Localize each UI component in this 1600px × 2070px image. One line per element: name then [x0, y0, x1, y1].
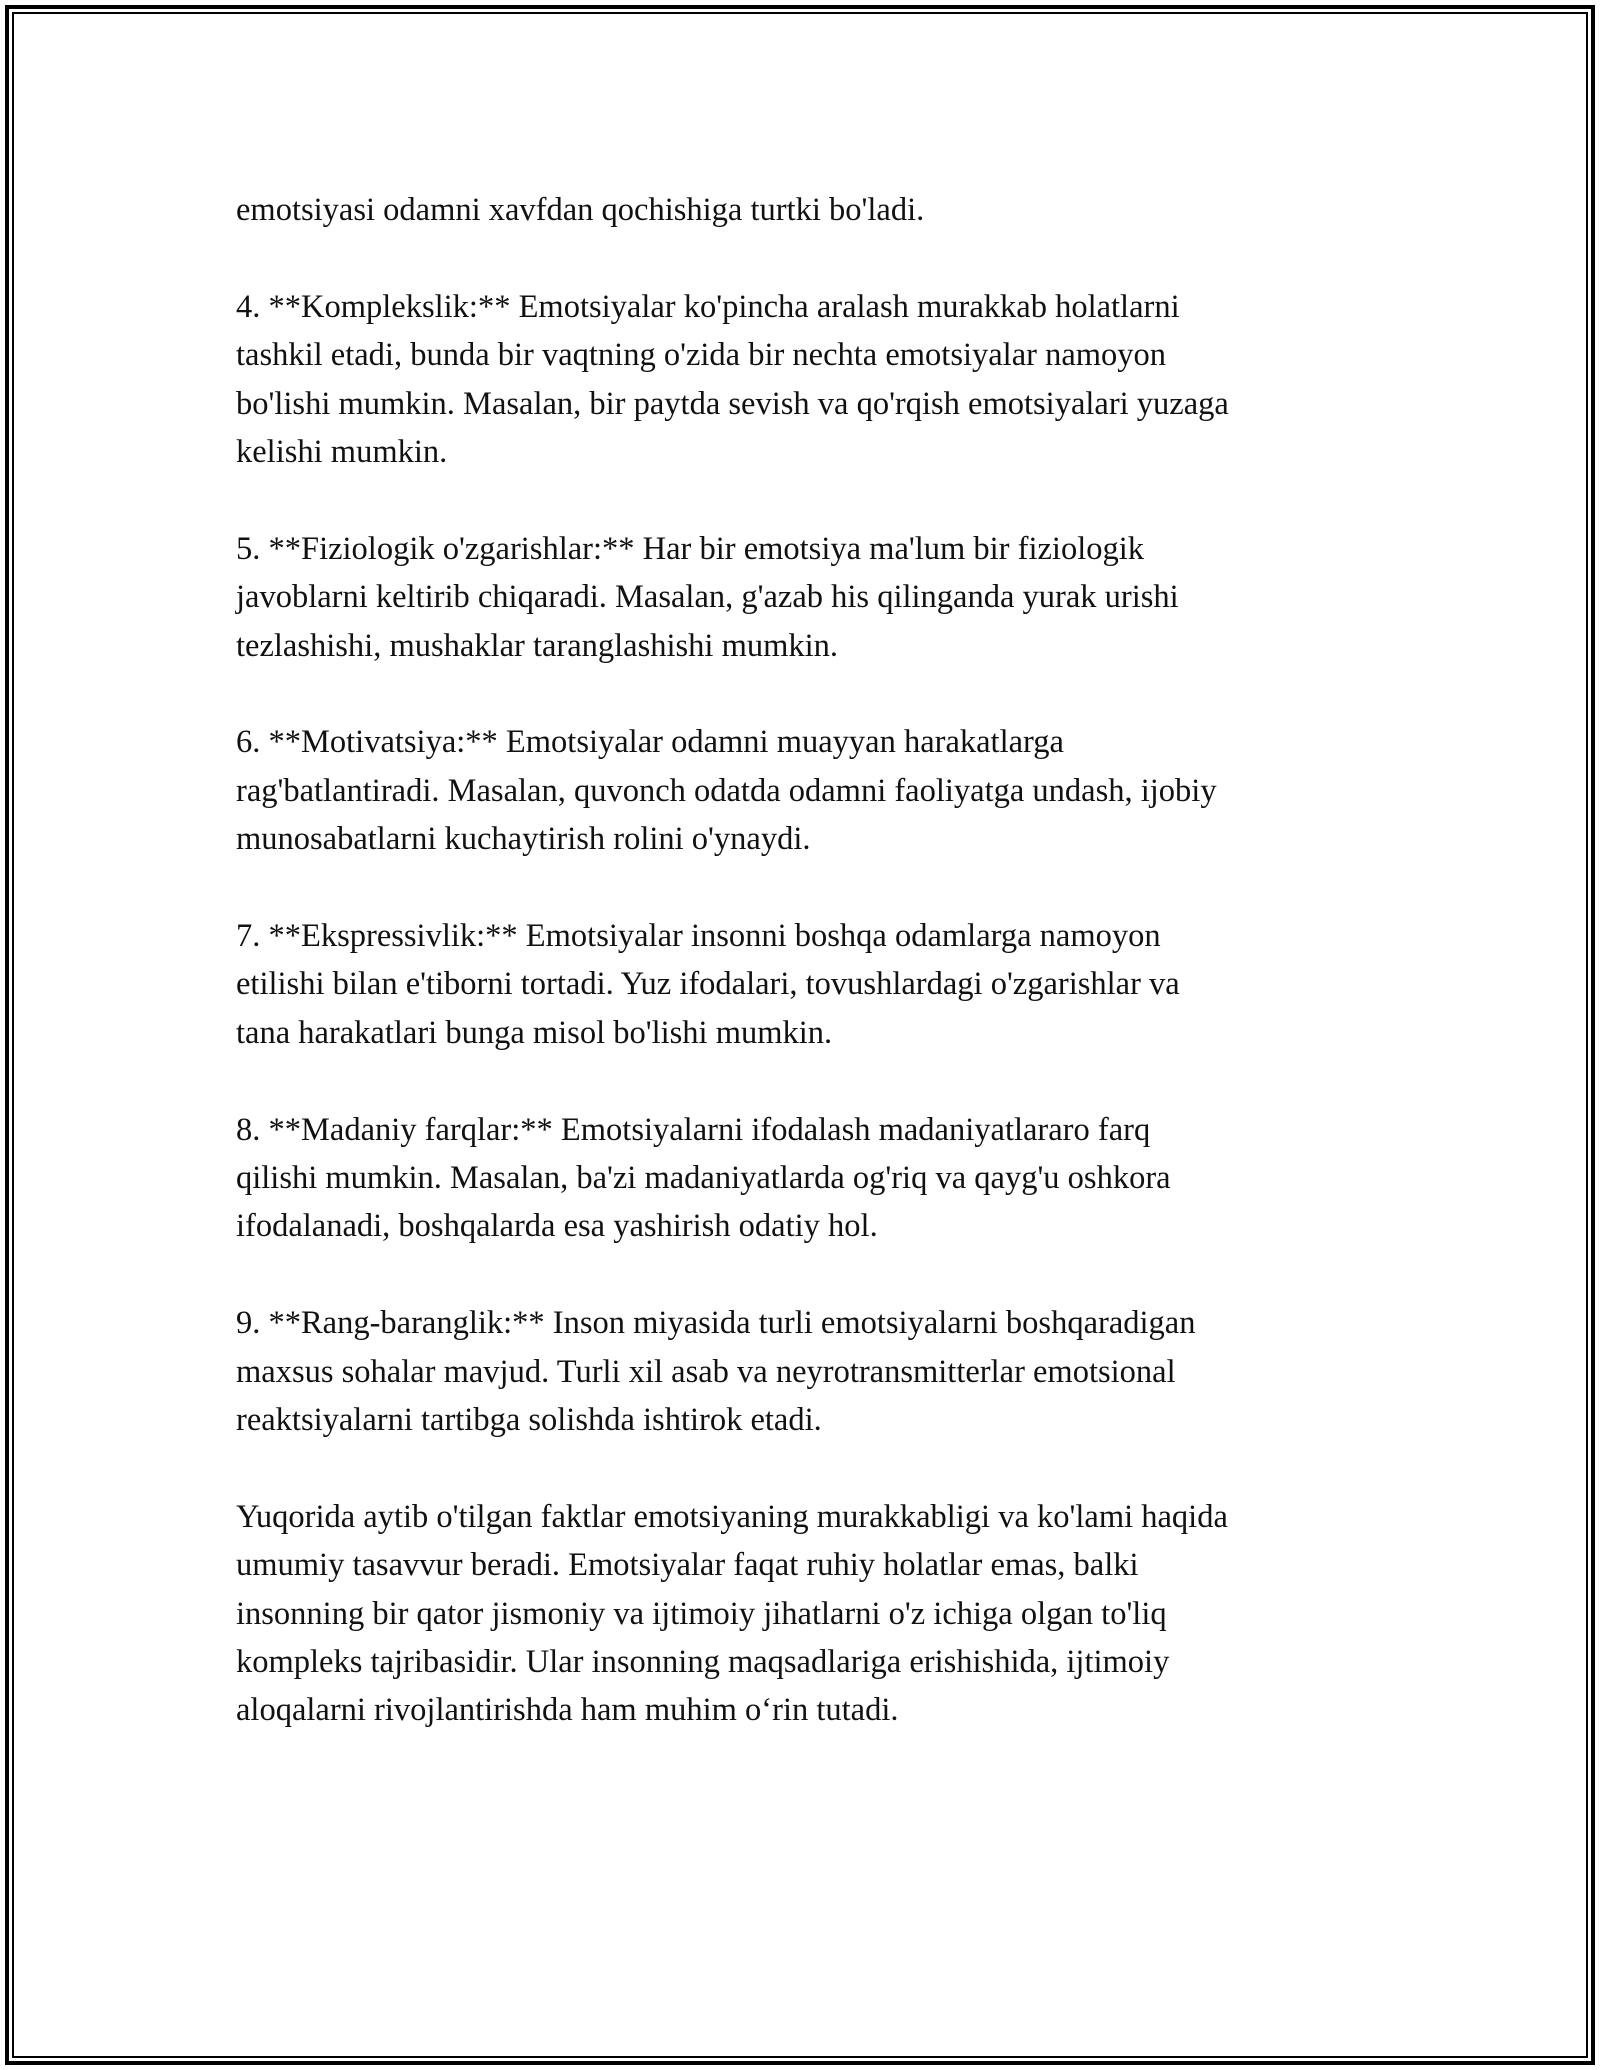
text-line: 6. **Motivatsiya:** Emotsiyalar odamni muayyan harakatlarga	[236, 724, 1064, 761]
text-line: 4. **Komplekslik:** Emotsiyalar ko'pincha aralash murakkab holatlarni	[236, 288, 1180, 325]
text-line: javoblarni keltirib chiqaradi. Masalan, g'azab his qilinganda yurak urishi	[236, 579, 1179, 616]
text-line: tana harakatlari bunga misol bo'lishi mumkin.	[236, 1014, 833, 1051]
paragraph-rang-baranglik	[236, 1299, 1366, 1444]
paragraph-ekspressivlik	[236, 912, 1366, 1057]
text-line: emotsiyasi odamni xavfdan qochishiga turtki bo'ladi.	[236, 192, 925, 228]
paragraph-komplekslik	[236, 283, 1366, 477]
text-line: bo'lishi mumkin. Masalan, bir paytda sevish va qo'rqish emotsiyalari yuzaga	[236, 385, 1229, 422]
text-line: tashkil etadi, bunda bir vaqtning o'zida bir nechta emotsiyalar namoyon	[236, 337, 1167, 374]
text-line: 8. **Madaniy farqlar:** Emotsiyalarni ifodalash madaniyatlararo farq	[236, 1111, 1151, 1148]
text-line: 7. **Ekspressivlik:** Emotsiyalar insonni boshqa odamlarga namoyon	[236, 918, 1161, 955]
paragraph-motivatsiya	[236, 718, 1366, 863]
text-line: rag'batlantiradi. Masalan, quvonch odatda odamni faoliyatga undash, ijobiy	[236, 772, 1217, 809]
text-line: qilishi mumkin. Masalan, ba'zi madaniyatlarda og'riq va qayg'u oshkora	[236, 1160, 1171, 1197]
text-line: 9. **Rang-baranglik:** Inson miyasida turli emotsiyalarni boshqaradigan	[236, 1305, 1196, 1342]
text-line: kelishi mumkin.	[236, 434, 448, 471]
text-line: aloqalarni rivojlantirishda ham muhim o‘rin tutadi.	[236, 1692, 899, 1729]
text-line: Yuqorida aytib o'tilgan faktlar emotsiyaning murakkabligi va ko'lami haqida	[236, 1498, 1228, 1535]
text-line: insonning bir qator jismoniy va ijtimoiy jihatlarni o'z ichiga olgan to'liq	[236, 1595, 1167, 1632]
text-line: tezlashishi, mushaklar taranglashishi mumkin.	[236, 627, 839, 664]
text-line: etilishi bilan e'tiborni tortadi. Yuz ifodalari, tovushlardagi o'zgarishlar va	[236, 966, 1180, 1003]
paragraph-conclusion	[236, 1493, 1366, 1735]
text-line: umumiy tasavvur beradi. Emotsiyalar faqat ruhiy holatlar emas, balki	[236, 1547, 1139, 1584]
paragraph-fiziologik	[236, 525, 1366, 670]
document-body	[236, 186, 1366, 1735]
text-line: kompleks tajribasidir. Ular insonning maqsadlariga erishishida, ijtimoiy	[236, 1644, 1170, 1681]
text-line: maxsus sohalar mavjud. Turli xil asab va neyrotransmitterlar emotsional	[236, 1353, 1176, 1390]
text-line: ifodalanadi, boshqalarda esa yashirish odatiy hol.	[236, 1208, 878, 1245]
text-line: reaktsiyalarni tartibga solishda ishtirok etadi.	[236, 1402, 822, 1439]
text-line: 5. **Fiziologik o'zgarishlar:** Har bir emotsiya ma'lum bir fiziologik	[236, 530, 1145, 567]
paragraph-madaniy-farqlar	[236, 1106, 1366, 1251]
paragraph-fear-continuation	[236, 186, 1366, 234]
text-line: munosabatlarni kuchaytirish rolini o'ynaydi.	[236, 821, 811, 858]
